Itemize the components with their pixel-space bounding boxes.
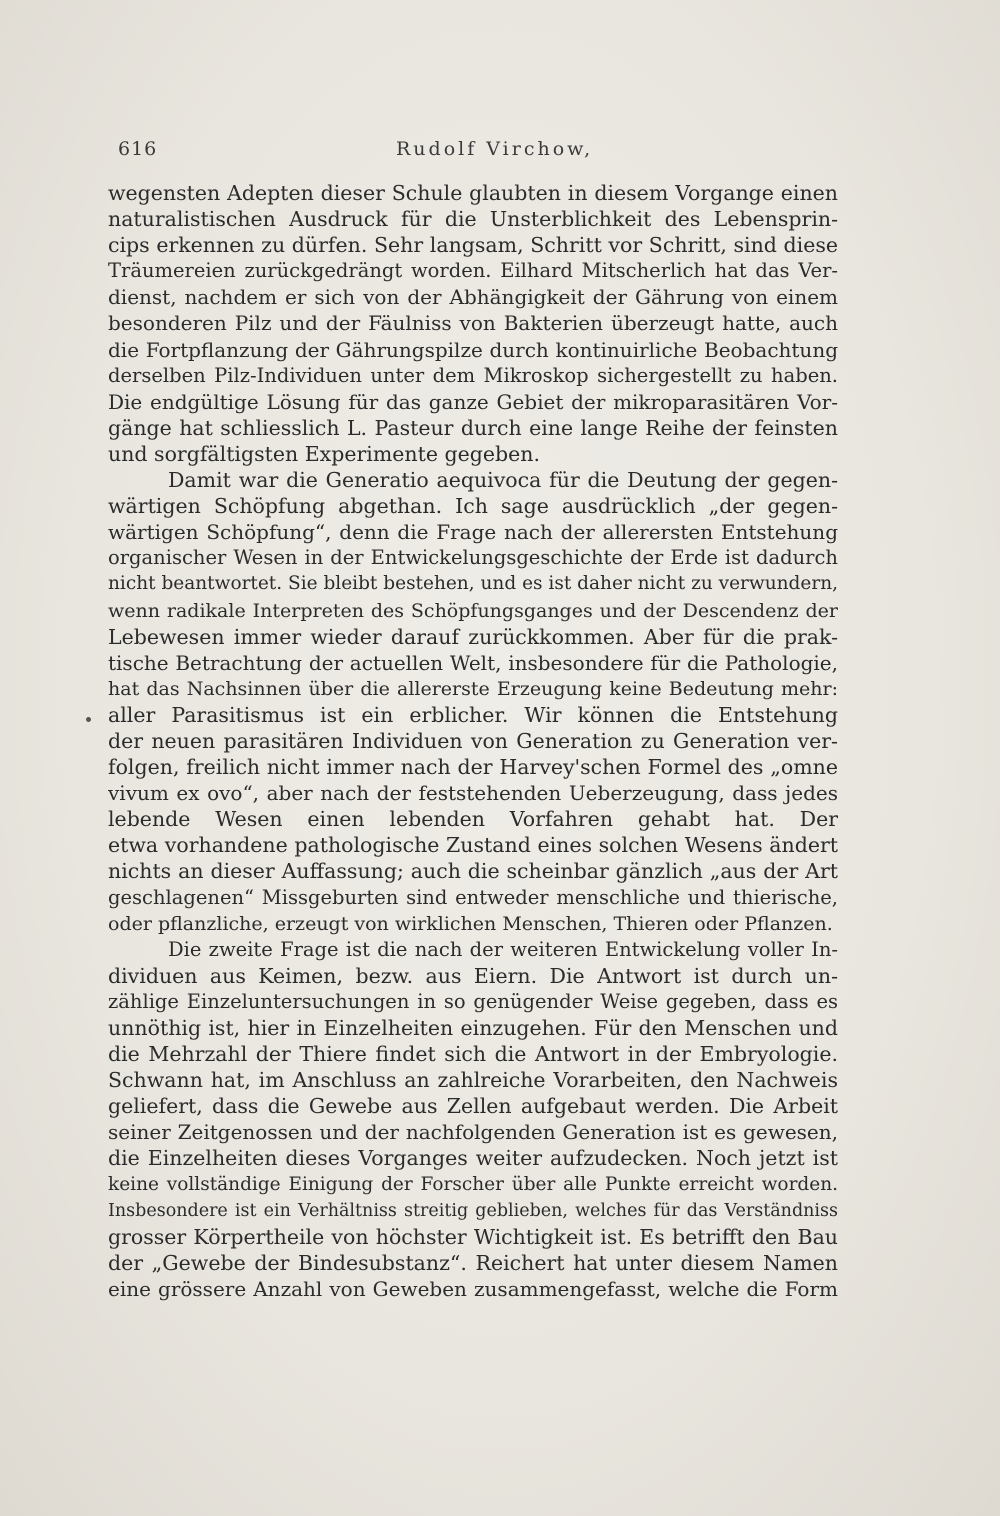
text-line: folgen, freilich nicht immer nach der Harvey'schen Formel des „omne <box>108 755 838 780</box>
text-line: organischer Wesen in der Entwickelungsgeschichte der Erde ist dadurch <box>108 546 838 570</box>
text-line: naturalistischen Ausdruck für die Unsterblichkeit des Lebensprin- <box>108 207 838 232</box>
text-line: nicht beantwortet. Sie bleibt bestehen, und es ist daher nicht zu verwundern, <box>108 573 838 595</box>
text-line: der neuen parasitären Individuen von Generation zu Generation ver- <box>108 728 838 753</box>
text-line: derselben Pilz-Individuen unter dem Mikroskop sichergestellt zu haben. <box>108 363 838 387</box>
paragraph-start-line: Die zweite Frage ist die nach der weiteren Entwickelung voller In- <box>168 937 838 961</box>
text-line: die Fortpflanzung der Gährungspilze durch kontinuirliche Beobachtung <box>108 337 838 362</box>
text-line: wegensten Adepten dieser Schule glaubten in diesem Vorgange einen <box>108 181 838 205</box>
running-head <box>118 138 860 168</box>
text-line: dienst, nachdem er sich von der Abhängigkeit der Gährung von einem <box>108 285 838 310</box>
text-line: unnöthig ist, hier in Einzelheiten einzugehen. Für den Menschen und <box>108 1016 838 1040</box>
body-text <box>108 180 838 1302</box>
text-line: die Einzelheiten dieses Vorganges weiter aufzudecken. Noch jetzt ist <box>108 1146 838 1171</box>
paragraph-end-line: und sorgfältigsten Experimente gegeben. <box>108 441 541 466</box>
running-head-author: Rudolf Virchow, <box>396 138 594 160</box>
text-line: wenn radikale Interpreten des Schöpfungsganges und der Descendenz der <box>108 599 838 622</box>
text-line: geliefert, dass die Gewebe aus Zellen aufgebaut werden. Die Arbeit <box>108 1094 838 1119</box>
text-line: die Mehrzahl der Thiere findet sich die Antwort in der Embryologie. <box>108 1042 838 1067</box>
page-number: 616 <box>118 138 158 160</box>
text-line: lebende Wesen einen lebenden Vorfahren gehabt hat. Der <box>108 807 838 832</box>
text-line: cips erkennen zu dürfen. Sehr langsam, Schritt vor Schritt, sind diese <box>108 233 838 258</box>
text-line: Die endgültige Lösung für das ganze Gebiet der mikroparasitären Vor- <box>108 389 838 414</box>
text-line: geschlagenen“ Missgeburten sind entweder menschliche und thierische, <box>108 885 838 909</box>
text-line: der „Gewebe der Bindesubstanz“. Reichert hat unter diesem Namen <box>108 1250 838 1275</box>
text-line: eine grössere Anzahl von Geweben zusammengefasst, welche die Form <box>108 1276 838 1301</box>
text-line: Träumereien zurückgedrängt worden. Eilhard Mitscherlich hat das Ver- <box>108 259 838 283</box>
text-line: Schwann hat, im Anschluss an zahlreiche Vorarbeiten, den Nachweis <box>108 1068 838 1093</box>
text-line: tische Betrachtung der actuellen Welt, insbesondere für die Pathologie, <box>108 650 838 675</box>
text-line: etwa vorhandene pathologische Zustand eines solchen Wesens ändert <box>108 833 838 858</box>
paragraph-end-line: oder pflanzliche, erzeugt von wirklichen Menschen, Thieren oder Pflanzen. <box>108 912 833 935</box>
text-line: vivum ex ovo“, aber nach der feststehenden Ueberzeugung, dass jedes <box>108 781 838 806</box>
text-line: Insbesondere ist ein Verhältniss streitig geblieben, welches für das Verständniss <box>108 1200 838 1221</box>
paragraph-start-line: Damit war die Generatio aequivoca für die Deutung der gegen- <box>168 468 838 493</box>
text-line: dividuen aus Keimen, bezw. aus Eiern. Die Antwort ist durch un- <box>108 963 838 988</box>
text-line: gänge hat schliesslich L. Pasteur durch eine lange Reihe der feinsten <box>108 415 838 440</box>
text-line: nichts an dieser Auffassung; auch die scheinbar gänzlich „aus der Art <box>108 859 838 884</box>
text-line: keine vollständige Einigung der Forscher über alle Punkte erreicht worden. <box>108 1173 838 1195</box>
text-line: Lebewesen immer wieder darauf zurückkommen. Aber für die prak- <box>108 624 838 649</box>
text-line: hat das Nachsinnen über die allererste Erzeugung keine Bedeutung mehr: <box>108 677 838 700</box>
text-line: wärtigen Schöpfung“, denn die Frage nach der allerersten Entstehung <box>108 520 838 545</box>
text-line: aller Parasitismus ist ein erblicher. Wir können die Entstehung <box>108 702 838 727</box>
text-line: grosser Körpertheile von höchster Wichtigkeit ist. Es betrifft den Bau <box>108 1224 838 1249</box>
margin-mark <box>86 717 91 722</box>
text-line: wärtigen Schöpfung abgethan. Ich sage ausdrücklich „der gegen- <box>108 494 838 519</box>
text-line: seiner Zeitgenossen und der nachfolgenden Generation ist es gewesen, <box>108 1120 838 1145</box>
text-line: zählige Einzeluntersuchungen in so genügender Weise gegeben, dass es <box>108 989 838 1013</box>
text-line: besonderen Pilz und der Fäulniss von Bakterien überzeugt hatte, auch <box>108 311 838 336</box>
